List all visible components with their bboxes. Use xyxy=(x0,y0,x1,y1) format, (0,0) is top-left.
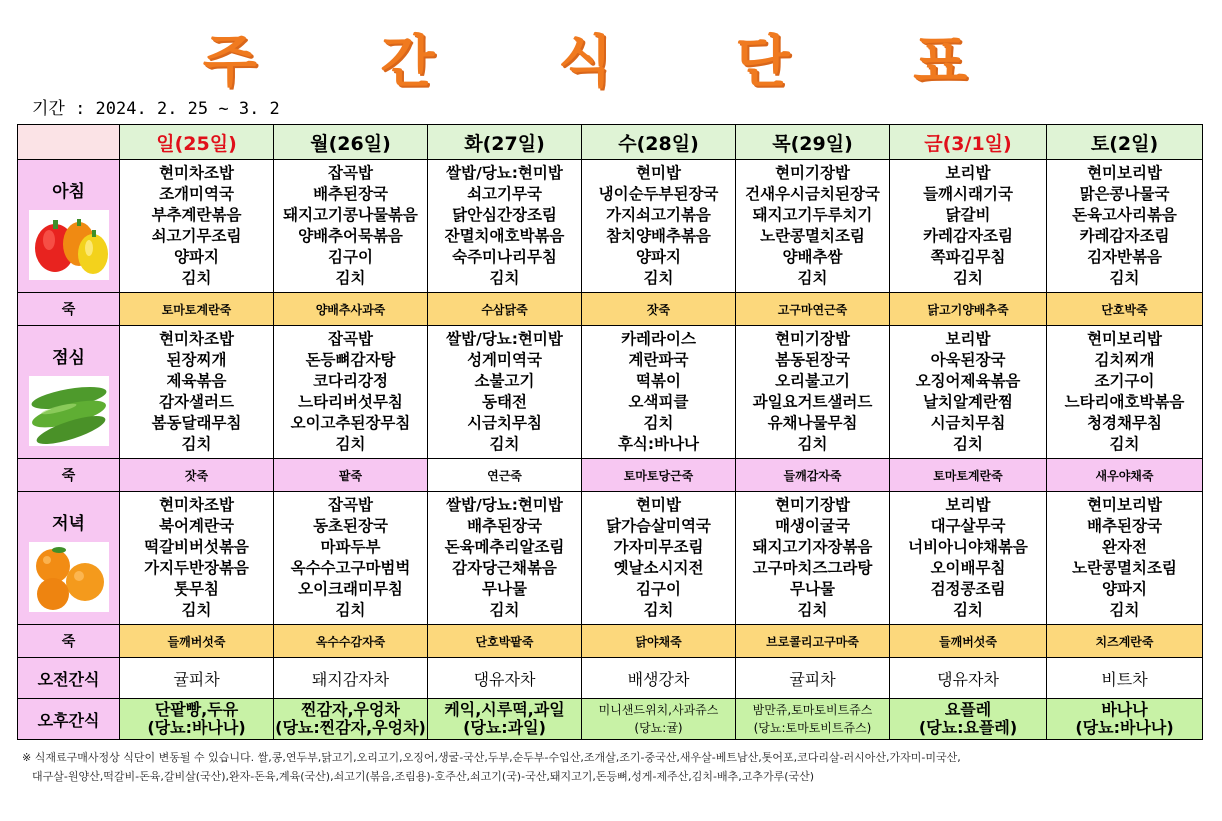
pm-snack-main: 요플레 xyxy=(944,700,992,719)
menu-item: 옛날소시지전 xyxy=(613,559,704,577)
pm-snack-main: 밤만쥬,토마토비트쥬스 xyxy=(752,703,873,717)
menu-item: 현미기장밥 xyxy=(775,164,850,182)
menu-item: 닭가슴살미역국 xyxy=(606,517,711,535)
menu-item: 현미차조밥 xyxy=(159,496,234,514)
pm-snack-diabetic: (당뇨:바나나) xyxy=(147,718,246,737)
dinner-label: 저녁 xyxy=(52,513,85,534)
porridge-cell: 닭고기양배추죽 xyxy=(890,293,1047,326)
menu-item: 잡곡밥 xyxy=(328,164,373,182)
menu-item: 조개미역국 xyxy=(159,185,234,203)
menu-item: 유채나물무침 xyxy=(767,414,858,432)
menu-item: 현미밥 xyxy=(636,496,681,514)
dinner-menu-cell xyxy=(582,492,736,625)
menu-item: 조기구이 xyxy=(1094,372,1155,390)
menu-item: 잔멸치애호박볶음 xyxy=(444,227,565,245)
menu-item: 감자샐러드 xyxy=(159,393,234,411)
menu-item: 북어계란국 xyxy=(159,517,234,535)
menu-item: 김치 xyxy=(489,435,520,453)
menu-item: 김치 xyxy=(953,435,983,453)
date-period: 기간 : 2024. 2. 25 ~ 3. 2 xyxy=(32,99,280,119)
menu-item: 쇠고기무국 xyxy=(467,185,542,203)
menu-item: 완자전 xyxy=(1102,538,1147,556)
menu-item: 김치 xyxy=(335,435,366,453)
menu-item: 청경채무침 xyxy=(1087,414,1162,432)
menu-item: 시금치무침 xyxy=(467,414,542,432)
dinner-menu-cell xyxy=(890,492,1047,625)
menu-item: 김치 xyxy=(181,269,212,287)
menu-item: 양파지 xyxy=(174,248,219,266)
weekly-menu-table xyxy=(17,124,1203,740)
dinner-menu-cell xyxy=(736,492,890,625)
porridge-cell: 토마토당근죽 xyxy=(582,459,736,492)
menu-item: 김치 xyxy=(797,435,828,453)
pm-snack-diabetic: (당뇨:토마토비트쥬스) xyxy=(753,721,872,735)
day-header-cell: 일(25일) xyxy=(120,125,274,160)
menu-item: 오리불고기 xyxy=(775,372,850,390)
menu-item: 부추계란볶음 xyxy=(151,206,242,224)
menu-item: 들깨시래기국 xyxy=(923,185,1013,203)
menu-item: 닭안심간장조림 xyxy=(452,206,557,224)
menu-item: 과일요거트샐러드 xyxy=(752,393,873,411)
menu-item: 무나물 xyxy=(790,580,835,598)
breakfast-menu-cell xyxy=(120,160,274,293)
breakfast-menu-cell xyxy=(582,160,736,293)
menu-item: 김치 xyxy=(1109,601,1140,619)
menu-item: 김치 xyxy=(797,601,828,619)
lunch-row xyxy=(18,326,1203,459)
menu-item: 현미밥 xyxy=(636,164,681,182)
pm-snack-cell xyxy=(274,699,428,740)
menu-item: 돼지고기콩나물볶음 xyxy=(283,206,418,224)
menu-item: 가지쇠고기볶음 xyxy=(606,206,711,224)
menu-item: 느타리버섯무침 xyxy=(298,393,403,411)
menu-item: 봄동된장국 xyxy=(775,351,850,369)
menu-item: 김치 xyxy=(181,601,212,619)
lunch-menu-cell xyxy=(582,326,736,459)
menu-item: 소불고기 xyxy=(474,372,535,390)
menu-item: 시금치무침 xyxy=(930,414,1006,432)
menu-item: 현미기장밥 xyxy=(775,496,850,514)
menu-item: 무나물 xyxy=(482,580,527,598)
menu-item: 김치 xyxy=(335,601,366,619)
menu-item: 쪽파김무침 xyxy=(930,248,1006,266)
menu-item: 돼지고기두루치기 xyxy=(752,206,873,224)
breakfast-label: 아침 xyxy=(52,181,85,202)
porridge-label: 죽 xyxy=(18,459,120,492)
breakfast-menu-cell xyxy=(274,160,428,293)
lunch-menu-cell xyxy=(736,326,890,459)
menu-item: 김자반볶음 xyxy=(1087,248,1162,266)
menu-item: 보리밥 xyxy=(945,496,991,514)
lunch-porridge-row xyxy=(18,459,1203,492)
dinner-menu-cell xyxy=(428,492,582,625)
breakfast-menu-cell xyxy=(1047,160,1203,293)
menu-item: 현미보리밥 xyxy=(1087,164,1162,182)
cucumbers-image xyxy=(29,376,109,446)
breakfast-menu-cell xyxy=(890,160,1047,293)
am-snack-cell: 귤피차 xyxy=(120,658,274,699)
page-title: 주 간 식 단 표 xyxy=(202,30,1020,95)
porridge-label: 죽 xyxy=(18,625,120,658)
pm-snack-row xyxy=(18,699,1203,740)
menu-item: 현미기장밥 xyxy=(775,330,850,348)
pm-snack-cell xyxy=(120,699,274,740)
am-snack-cell: 비트차 xyxy=(1047,658,1203,699)
porridge-cell: 연근죽 xyxy=(428,459,582,492)
menu-item: 돈등뼈감자탕 xyxy=(305,351,396,369)
pm-snack-label: 오후간식 xyxy=(18,699,120,740)
porridge-cell: 수삼닭죽 xyxy=(428,293,582,326)
menu-item: 돈육메추리알조림 xyxy=(444,538,565,556)
dinner-porridge-row xyxy=(18,625,1203,658)
porridge-cell: 들깨감자죽 xyxy=(736,459,890,492)
menu-item: 쌀밥/당뇨:현미밥 xyxy=(446,330,563,348)
menu-item: 가자미무조림 xyxy=(613,538,704,556)
menu-item: 김치 xyxy=(335,269,366,287)
day-header-cell: 토(2일) xyxy=(1047,125,1203,160)
breakfast-menu-cell xyxy=(428,160,582,293)
menu-item: 된장찌개 xyxy=(166,351,227,369)
menu-item: 쌀밥/당뇨:현미밥 xyxy=(446,496,563,514)
menu-item: 냉이순두부된장국 xyxy=(598,185,719,203)
menu-item: 아욱된장국 xyxy=(930,351,1006,369)
day-header-cell: 수(28일) xyxy=(582,125,736,160)
breakfast-row xyxy=(18,160,1203,293)
menu-item: 배추된장국 xyxy=(313,185,388,203)
menu-item: 배추된장국 xyxy=(467,517,542,535)
menu-item: 동초된장국 xyxy=(313,517,388,535)
menu-item: 성게미역국 xyxy=(467,351,542,369)
menu-item: 계란파국 xyxy=(628,351,689,369)
pm-snack-cell xyxy=(428,699,582,740)
am-snack-cell: 댕유자차 xyxy=(428,658,582,699)
menu-item: 카레라이스 xyxy=(621,330,696,348)
menu-item: 김치 xyxy=(643,414,674,432)
menu-item: 동태전 xyxy=(482,393,527,411)
porridge-cell: 새우야채죽 xyxy=(1047,459,1203,492)
pm-snack-diabetic: (당뇨:과일) xyxy=(463,718,546,737)
pm-snack-main: 바나나 xyxy=(1101,700,1148,719)
menu-item: 숙주미나리무침 xyxy=(452,248,557,266)
menu-item: 김치 xyxy=(489,601,520,619)
lunch-menu-cell xyxy=(120,326,274,459)
menu-item: 양배추어묵볶음 xyxy=(298,227,403,245)
pm-snack-diabetic: (당뇨:찐감자,우엉차) xyxy=(275,718,426,737)
day-header-cell: 월(26일) xyxy=(274,125,428,160)
menu-item: 김치 xyxy=(643,269,674,287)
porridge-cell: 단호박죽 xyxy=(1047,293,1203,326)
am-snack-cell: 배생강차 xyxy=(582,658,736,699)
lunch-menu-cell xyxy=(428,326,582,459)
pm-snack-main: 찐감자,우엉차 xyxy=(301,700,400,719)
menu-item: 날치알계란찜 xyxy=(923,393,1013,411)
porridge-cell: 고구마연근죽 xyxy=(736,293,890,326)
porridge-cell: 잣죽 xyxy=(582,293,736,326)
menu-item: 건새우시금치된장국 xyxy=(745,185,880,203)
pm-snack-diabetic: (당뇨:요플레) xyxy=(918,718,1018,737)
menu-item: 떡볶이 xyxy=(636,372,681,390)
menu-item: 대구살무국 xyxy=(930,517,1006,535)
porridge-label: 죽 xyxy=(18,293,120,326)
menu-item: 김구이 xyxy=(328,248,373,266)
pm-snack-cell xyxy=(890,699,1047,740)
menu-item: 김치 xyxy=(797,269,828,287)
porridge-cell: 들깨버섯죽 xyxy=(890,625,1047,658)
menu-item: 코다리강정 xyxy=(313,372,388,390)
porridge-cell: 들깨버섯죽 xyxy=(120,625,274,658)
dinner-menu-cell xyxy=(1047,492,1203,625)
menu-item: 김구이 xyxy=(636,580,681,598)
pm-snack-main: 미니샌드위치,사과쥬스 xyxy=(598,703,719,717)
menu-item: 오색피클 xyxy=(628,393,689,411)
footnote-line: 대구살-원양산,떡갈비-돈육,갈비살(국산),완자-돈육,계육(국산),쇠고기(볶음,조림용)-호주산,쇠고기(국)-국산,돼지고기,돈등뼈,성게-제주산,김치-배추,고추가루(국산) xyxy=(32,770,815,783)
dinner-menu-cell xyxy=(120,492,274,625)
lunch-menu-cell xyxy=(1047,326,1203,459)
menu-item: 보리밥 xyxy=(945,330,991,348)
menu-item: 느타리애호박볶음 xyxy=(1064,393,1185,411)
porridge-cell: 닭야채죽 xyxy=(582,625,736,658)
day-header-cell: 금(3/1일) xyxy=(890,125,1047,160)
porridge-cell: 양배추사과죽 xyxy=(274,293,428,326)
menu-item: 잡곡밥 xyxy=(328,496,373,514)
lunch-menu-cell xyxy=(890,326,1047,459)
lunch-label: 점심 xyxy=(52,347,85,368)
footnote xyxy=(22,748,1202,786)
menu-item: 양파지 xyxy=(636,248,681,266)
menu-item: 배추된장국 xyxy=(1087,517,1162,535)
pm-snack-cell xyxy=(582,699,736,740)
menu-item: 닭갈비 xyxy=(945,206,991,224)
am-snack-row xyxy=(18,658,1203,699)
menu-item: 김치 xyxy=(953,601,983,619)
day-header-row xyxy=(18,125,1203,160)
menu-item: 김치 xyxy=(489,269,520,287)
pm-snack-diabetic: (당뇨:바나나) xyxy=(1075,718,1174,737)
menu-item: 김치 xyxy=(1109,269,1140,287)
lunch-menu-cell xyxy=(274,326,428,459)
breakfast-porridge-row xyxy=(18,293,1203,326)
dinner-row xyxy=(18,492,1203,625)
menu-item: 감자당근채볶음 xyxy=(452,559,557,577)
menu-item: 검정콩조림 xyxy=(930,580,1006,598)
menu-item: 제육볶음 xyxy=(166,372,227,390)
pm-snack-main: 단팥빵,두유 xyxy=(154,700,239,719)
porridge-cell: 잣죽 xyxy=(120,459,274,492)
menu-item: 후식:바나나 xyxy=(617,435,700,453)
menu-item: 고구마치즈그라탕 xyxy=(752,559,873,577)
menu-item: 봄동달래무침 xyxy=(151,414,242,432)
menu-item: 마파두부 xyxy=(320,538,381,556)
menu-item: 잡곡밥 xyxy=(328,330,373,348)
corner-cell xyxy=(18,125,120,160)
menu-item: 떡갈비버섯볶음 xyxy=(144,538,249,556)
dinner-menu-cell xyxy=(274,492,428,625)
day-header-cell: 목(29일) xyxy=(736,125,890,160)
breakfast-menu-cell xyxy=(736,160,890,293)
menu-item: 현미차조밥 xyxy=(159,164,234,182)
porridge-cell: 브로콜리고구마죽 xyxy=(736,625,890,658)
menu-item: 김치찌개 xyxy=(1094,351,1155,369)
menu-item: 현미보리밥 xyxy=(1087,496,1162,514)
menu-item: 돼지고기자장볶음 xyxy=(752,538,873,556)
menu-item: 오이크래미무침 xyxy=(298,580,403,598)
menu-item: 참치양배추볶음 xyxy=(606,227,711,245)
porridge-cell: 토마토계란죽 xyxy=(120,293,274,326)
porridge-cell: 치즈계란죽 xyxy=(1047,625,1203,658)
menu-item: 매생이굴국 xyxy=(775,517,850,535)
am-snack-cell: 돼지감자차 xyxy=(274,658,428,699)
menu-item: 톳무침 xyxy=(174,580,219,598)
menu-item: 김치 xyxy=(643,601,674,619)
dinner-label-cell xyxy=(18,492,120,625)
menu-item: 카레감자조림 xyxy=(923,227,1013,245)
menu-item: 쇠고기무조림 xyxy=(151,227,242,245)
menu-item: 양배추쌈 xyxy=(782,248,843,266)
pm-snack-main: 케익,시루떡,과일 xyxy=(444,700,565,719)
menu-item: 카레감자조림 xyxy=(1079,227,1170,245)
menu-item: 양파지 xyxy=(1102,580,1147,598)
bell-peppers-image xyxy=(29,210,109,280)
menu-item: 보리밥 xyxy=(945,164,991,182)
menu-item: 오이배무침 xyxy=(930,559,1006,577)
menu-item: 돈육고사리볶음 xyxy=(1072,206,1177,224)
am-snack-cell: 댕유자차 xyxy=(890,658,1047,699)
menu-item: 노란콩멸치조림 xyxy=(1072,559,1177,577)
lunch-label-cell xyxy=(18,326,120,459)
day-header-cell: 화(27일) xyxy=(428,125,582,160)
menu-item: 옥수수고구마범벅 xyxy=(290,559,411,577)
menu-item: 가지두반장볶음 xyxy=(144,559,249,577)
am-snack-cell: 귤피차 xyxy=(736,658,890,699)
menu-item: 쌀밥/당뇨:현미밥 xyxy=(446,164,563,182)
menu-item: 김치 xyxy=(953,269,983,287)
menu-item: 현미차조밥 xyxy=(159,330,234,348)
menu-item: 너비아니야채볶음 xyxy=(908,538,1028,556)
menu-item: 오이고추된장무침 xyxy=(290,414,411,432)
menu-item: 오징어제육볶음 xyxy=(915,372,1021,390)
footnote-line: ※ 식재료구매사정상 식단이 변동될 수 있습니다. 쌀,콩,연두부,닭고기,오리고기,오징어,생굴-국산,두부,순두부-수입산,조개살,조기-중국산,새우살-베트남산,톳어포,코다리살-러시아산,가자미-미국산, xyxy=(22,751,961,764)
menu-item: 김치 xyxy=(1109,435,1140,453)
pm-snack-cell xyxy=(736,699,890,740)
am-snack-label: 오전간식 xyxy=(18,658,120,699)
tangerines-image xyxy=(29,542,109,612)
porridge-cell: 팥죽 xyxy=(274,459,428,492)
porridge-cell: 토마토계란죽 xyxy=(890,459,1047,492)
breakfast-label-cell xyxy=(18,160,120,293)
menu-item: 현미보리밥 xyxy=(1087,330,1162,348)
menu-item: 김치 xyxy=(181,435,212,453)
porridge-cell: 단호박팥죽 xyxy=(428,625,582,658)
menu-item: 노란콩멸치조림 xyxy=(760,227,865,245)
menu-item: 맑은콩나물국 xyxy=(1079,185,1170,203)
porridge-cell: 옥수수감자죽 xyxy=(274,625,428,658)
pm-snack-diabetic: (당뇨:귤) xyxy=(634,721,683,735)
pm-snack-cell xyxy=(1047,699,1203,740)
